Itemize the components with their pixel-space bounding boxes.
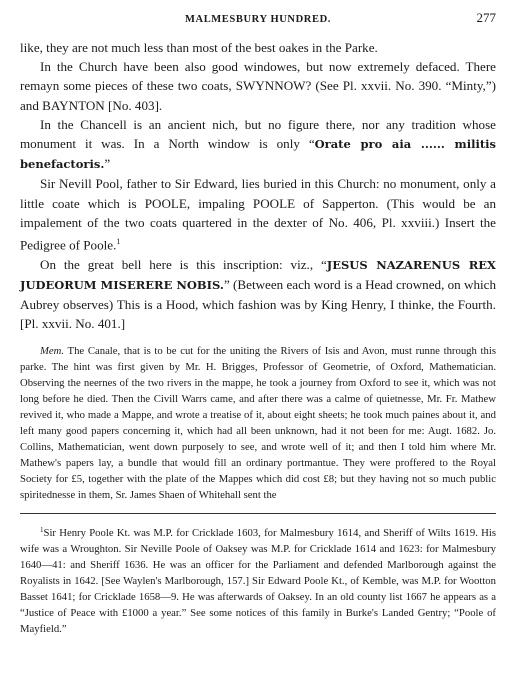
paragraph-text: On the great bell here is this inscription: viz., “ bbox=[40, 256, 327, 272]
running-header bbox=[20, 10, 496, 30]
footnote bbox=[20, 522, 496, 637]
paragraph-text: ” bbox=[104, 156, 111, 172]
paragraph: In the Church have been also good windowes, but now extremely defaced. There remayn some pieces of these two coats, SWYNNOW? (See Pl. xxvii. No. 390. “Minty,”) and BAYNTON [No. 403]. bbox=[20, 59, 496, 113]
memorandum bbox=[20, 343, 496, 503]
blackletter-inscription: Orate pro aia ...... militis benefactoris. bbox=[20, 137, 496, 172]
paragraph-text: ” (Between each word is a Head crowned, on which Aubrey observes) This is a Hood, which fashion was by King Henry, I thinke, the Fourth. [Pl. xxvii. No. 401.] bbox=[20, 276, 497, 332]
running-title: MALMESBURY HUNDRED. bbox=[185, 14, 331, 25]
paragraph-text: In the Chancell is an ancient nich, but no figure there, nor any tradition whose monument it was. In a North window is only “ bbox=[20, 116, 496, 152]
paragraph-text: Sir Nevill Pool, father to Sir Edward, lies buried in this Church: no monument, only a little coate which is POOLE, impaling POOLE of Sapperton. (This would be an impalement of the two coats quartered in the dexter of No. 406, Pl. xxviii.) Insert the Pedigree of Poole. bbox=[20, 176, 496, 253]
memo-text: The Canale, that is to be cut for the uniting the Rivers of Isis and Avon, must runne through this parke. The hint was first given by Mr. H. Brigges, Professor of Geometrie, of Oxford, Mathematician. Observing the neernes of the two rivers in the mappe, he took a journey from Oxford to see it, which was not long before he died. Then the Civill Warrs came, and after there was a calme of quietnesse, Mr. Fr. Mathew revived it, who made a Mappe, and wrote a treatise of it, about eight sheets; he took much paines about it, and left many good papers concerning it, which had all been unknown, had it not been for me: Augt. 1682. Jo. Collins, Mathematician, went down purposely to see, and wrote well of it; and then I told him where Mr. Mathew's papers lay, a bundle that would fill an ordinary portmantue. They were proffered to the Royal Society for £5, together with the plate of the Mappes which did cost £8; but they having not so much public spiritednesse in them, Sr. James Shaen of Whitehall sent the bbox=[20, 345, 496, 502]
paragraph: like, they are not much less than most of the best oakes in the Parke. bbox=[20, 40, 378, 55]
footnote-marker: 1 bbox=[116, 237, 121, 247]
footnote-number: 1 bbox=[40, 526, 44, 535]
paragraph bbox=[20, 174, 496, 254]
page-number: 277 bbox=[476, 10, 496, 25]
footnote-divider bbox=[20, 513, 496, 514]
paragraph bbox=[20, 115, 496, 175]
paragraph bbox=[20, 255, 496, 334]
blackletter-inscription: JESUS NAZARENUS REX JUDEORUM MISERERE NOBIS. bbox=[20, 257, 496, 292]
memo-label: Mem. bbox=[40, 345, 65, 358]
main-text bbox=[20, 38, 496, 333]
footnote-text: Sir Henry Poole Kt. was M.P. for Cricklade 1603, for Malmesbury 1614, and Sheriff of Wilts 1619. His wife was a Wroughton. Sir Neville Poole of Oaksey was M.P. for Cricklade 1614 and 1623: for Malmesbury 1640—41: and Sheriff 1636. He was an officer for the Parliament and defended Marlborough against the Royalists in 1642. [See Waylen's Marlborough, 157.] Sir Edward Poole Kt., of Kemble, was M.P. for Wootton Basset 1641; for Cricklade 1658—9. He was afterwards of Oaksey. In an old county list 1667 he appears as a “Justice of Peace with £1000 a year.” See some notices of this family in Burke's Landed Gentry; “Poole of Mayfield.” bbox=[20, 527, 496, 636]
